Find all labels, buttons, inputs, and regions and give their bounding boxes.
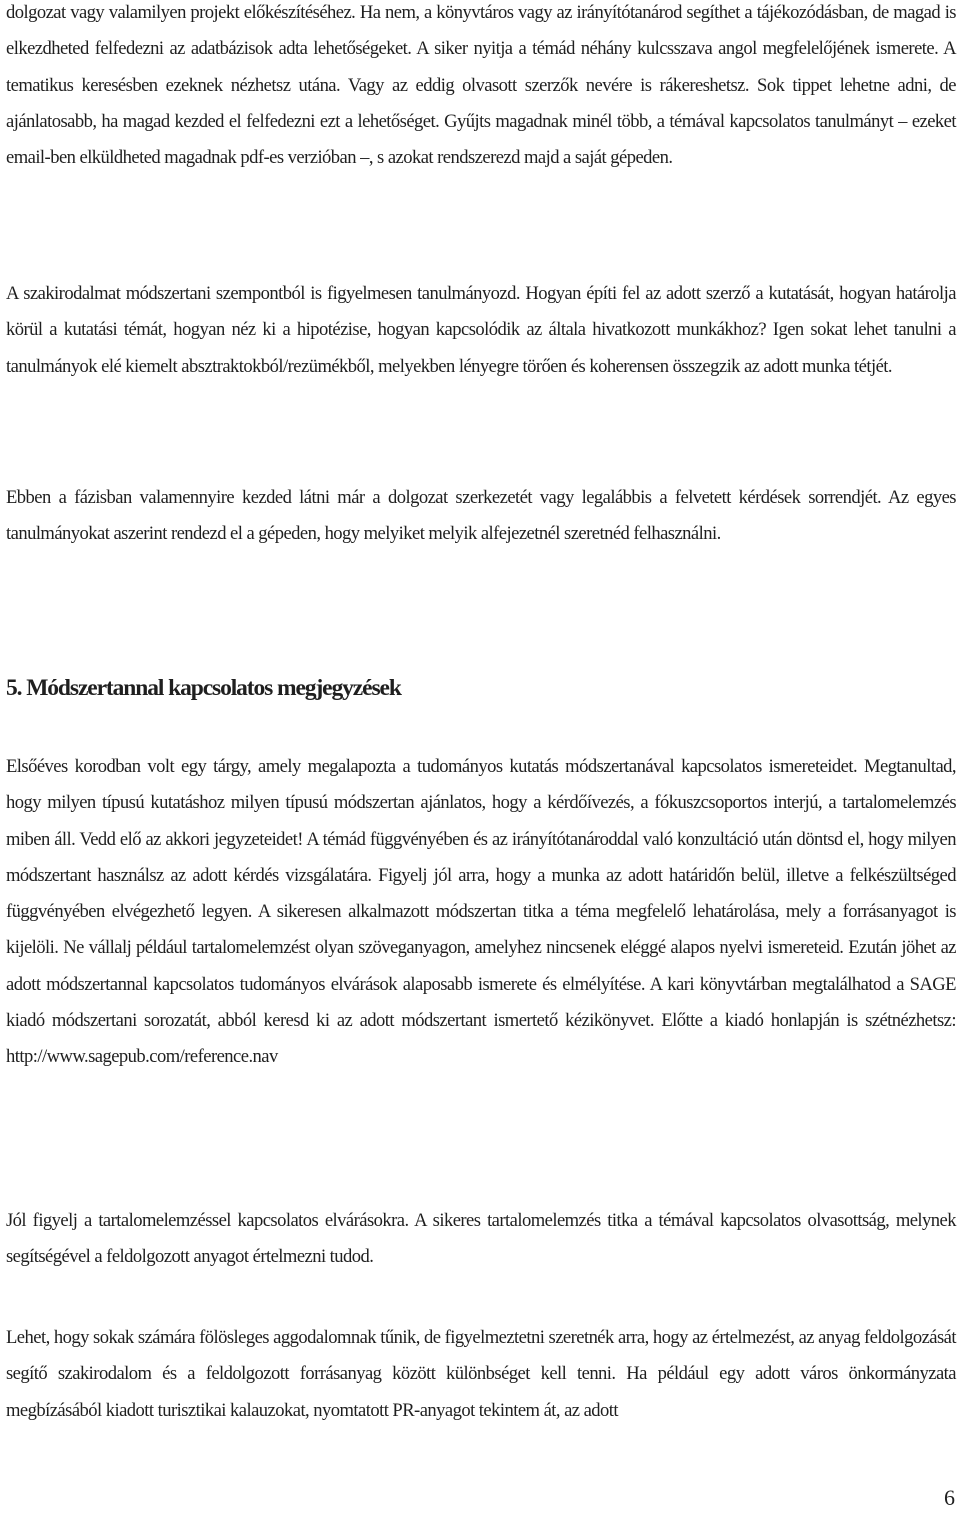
section-heading: 5. Módszertannal kapcsolatos megjegyzések: [6, 675, 401, 701]
paragraph-methodological-reading: A szakirodalmat módszertani szempontból is figyelmesen tanulmányozd. Hogyan építi fel az adott szerző a kutatását, hogyan határolja körül a kutatási témát, hogyan néz ki a hipotézise, hogyan kapcsolódik az általa hivatkozott munkákhoz? Igen sokat lehet tanulni a tanulmányok elé kiemelt absztraktokból/rezümékből, melyekben lényegre törően és koherensen összegzik az adott munka tétjét.: [6, 283, 956, 377]
paragraph-source-distinction: Lehet, hogy sokak számára fölösleges aggodalomnak tűnik, de figyelmeztetni szeretnék arra, hogy az értelmezést, az anyag feldolgozását segítő szakirodalom és a feldolgozott forrásanyag között különbséget kell tenni. Ha például egy adott város önkormányzata megbízásából kiadott turisztikai kalauzokat, nyomtatott PR-anyagot tekintem át, az adott: [6, 1327, 956, 1421]
paragraph-database-search: dolgozat vagy valamilyen projekt előkészítéséhez. Ha nem, a könyvtáros vagy az irányítótanárod segíthet a tájékozódásban, de magad is elkezdheted felfedezni az adatbázisok adta lehetőségeket. A siker nyitja a témád néhány kulcsszava angol megfelelőjének ismerete. A tematikus keresésben ezeknek nézhetsz utána. Vagy az eddig olvasott szerzők nevére is rákereshetsz. Sok tippet lehetne adni, de ajánlatosabb, ha magad kezded el felfedezni ezt a lehetőséget. Gyűjts magadnak minél több, a témával kapcsolatos tanulmányt – ezeket email-ben elküldheted magadnak pdf-es verzióban –, s azokat rendszerezd majd a saját gépeden.: [6, 2, 956, 169]
page-number: 6: [944, 1485, 955, 1510]
paragraph-methodology: Elsőéves korodban volt egy tárgy, amely megalapozta a tudományos kutatás módszertanával kapcsolatos ismereteidet. Megtanultad, hogy milyen típusú kutatáshoz milyen típusú módszertan ajánlatos, hogy a kérdőívezés, a fókuszcsoportos interjú, a tartalomelemzés miben áll. Vedd elő az akkori jegyzeteidet! A témád függvényében és az irányítótanároddal való konzultáció után döntsd el, hogy milyen módszertant használsz az adott kérdés vizsgálatára. Figyelj jól arra, hogy a munka az adott határidőn belül, illetve a felkészültséged függvényében elvégezhető legyen. A sikeresen alkalmazott módszertan titka a téma megfelelő lehatárolása, mely a forrásanyagot is kijelöli. Ne vállalj például tartalomelemzést olyan szöveganyagon, amelyhez nincsenek eléggé alapos nyelvi ismereteid. Ezután jöhet az adott módszertannal kapcsolatos tudományos elvárások alaposabb ismerete és elmélyítése. A kari könyvtárban megtalálhatod a SAGE kiadó módszertani sorozatát, abból keresd ki az adott módszertant ismertető kézikönyvet. Előtte a kiadó honlapján is szétnézhetsz: http://www.sagepub.com/reference.nav: [6, 756, 956, 1068]
paragraph-content-analysis: Jól figyelj a tartalomelemzéssel kapcsolatos elvárásokra. A sikeres tartalomelemzés titka a témával kapcsolatos olvasottság, melynek segítségével a feldolgozott anyagot értelmezni tudod.: [6, 1210, 956, 1268]
paragraph-structure-phase: Ebben a fázisban valamennyire kezded látni már a dolgozat szerkezetét vagy legalábbis a felvetett kérdések sorrendjét. Az egyes tanulmányokat aszerint rendezd el a gépeden, hogy melyiket melyik alfejezetnél szeretnéd felhasználni.: [6, 487, 956, 545]
